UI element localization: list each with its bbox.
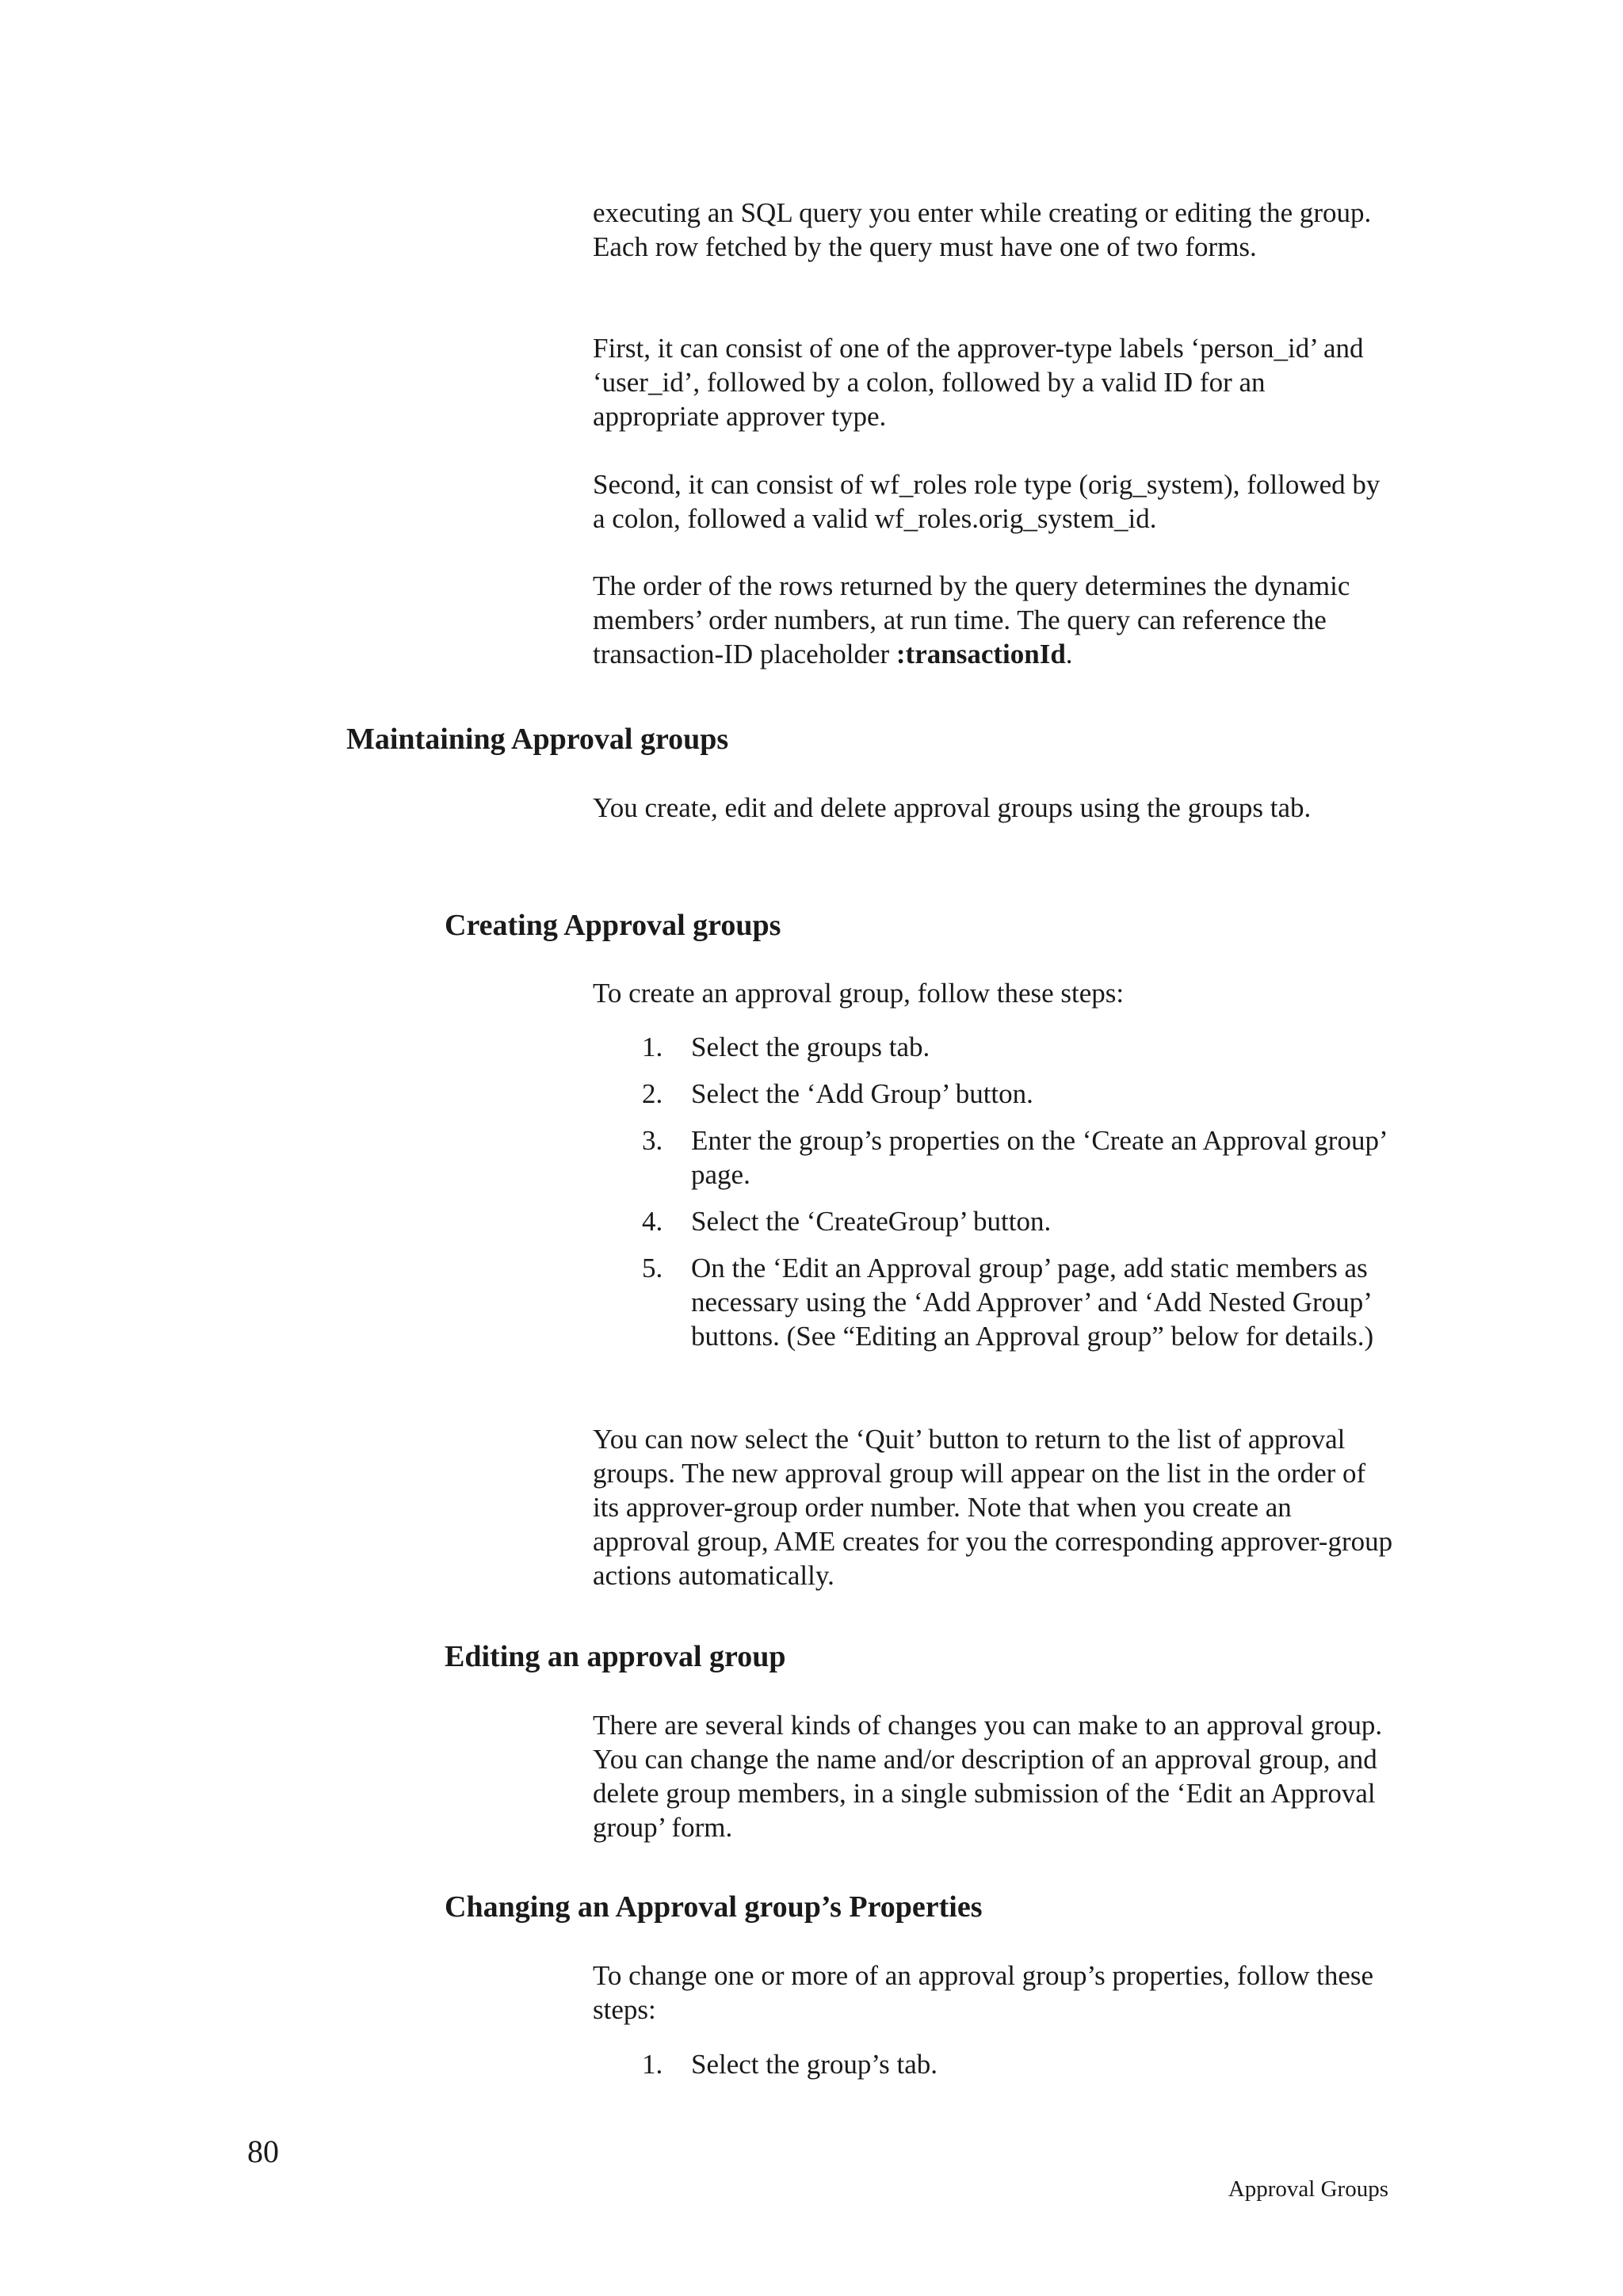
- paragraph-create-intro: To create an approval group, follow these steps:: [593, 978, 1125, 1009]
- heading-editing-approval-group: Editing an approval group: [445, 1640, 786, 1673]
- list-item: [593, 1204, 1393, 1238]
- list-item: [593, 2047, 1393, 2081]
- step-text: Select the ‘CreateGroup’ button.: [691, 1206, 1052, 1237]
- step-number: 3.: [642, 1125, 663, 1156]
- list-item: [593, 1123, 1393, 1192]
- list-item: [593, 1251, 1393, 1353]
- transaction-id-placeholder: :transactionId: [896, 639, 1066, 669]
- paragraph-quit-button: You can now select the ‘Quit’ button to return to the list of approval groups. The new approval group will appear on the list in the order of its approver-group order number. Note that when you create an approval group, AME creates for you the corresponding approver-group actions automatically.: [593, 1424, 1393, 1591]
- heading-maintaining-approval-groups: Maintaining Approval groups: [346, 723, 729, 756]
- paragraph-editing-changes: There are several kinds of changes you can make to an approval group. You can change the name and/or description of an approval group, and delete group members, in a single submission of the ‘Edit an Approval group’ form.: [593, 1710, 1383, 1843]
- create-steps-list: [593, 1030, 1393, 1366]
- step-text: On the ‘Edit an Approval group’ page, add static members as necessary using the ‘Add Approver’ and ‘Add Nested Group’ buttons. (See “Editing an Approval group” below for details.): [691, 1253, 1374, 1352]
- paragraph-row-order: [593, 569, 1393, 671]
- step-number: 5.: [642, 1253, 663, 1283]
- change-steps-list: [593, 2047, 1393, 2094]
- step-text: Select the group’s tab.: [691, 2049, 938, 2080]
- step-number: 4.: [642, 1206, 663, 1237]
- row-order-text: The order of the rows returned by the query determines the dynamic members’ order numbers, at run time. The query can reference the transaction-ID placeholder: [593, 570, 1350, 669]
- step-text: Select the ‘Add Group’ button.: [691, 1078, 1033, 1109]
- paragraph-groups-tab: You create, edit and delete approval groups using the groups tab.: [593, 792, 1312, 823]
- step-text: Select the groups tab.: [691, 1032, 930, 1062]
- page-number: 80: [247, 2134, 279, 2169]
- row-order-end: .: [1065, 639, 1073, 669]
- heading-changing-properties: Changing an Approval group’s Properties: [445, 1890, 983, 1924]
- step-text: Enter the group’s properties on the ‘Create an Approval group’ page.: [691, 1125, 1386, 1190]
- paragraph-sql-query: executing an SQL query you enter while creating or editing the group. Each row fetched by the query must have one of two forms.: [593, 197, 1372, 262]
- paragraph-second-form: Second, it can consist of wf_roles role type (orig_system), followed by a colon, followed a valid wf_roles.orig_system_id.: [593, 469, 1381, 534]
- running-footer: Approval Groups: [1228, 2176, 1388, 2202]
- step-number: 1.: [642, 2049, 663, 2080]
- paragraph-change-intro: To change one or more of an approval group’s properties, follow these steps:: [593, 1960, 1374, 2025]
- list-item: [593, 1030, 1393, 1064]
- heading-creating-approval-groups: Creating Approval groups: [445, 909, 781, 942]
- paragraph-first-form: First, it can consist of one of the approver-type labels ‘person_id’ and ‘user_id’, followed by a colon, followed by a valid ID for an appropriate approver type.: [593, 333, 1364, 432]
- step-number: 2.: [642, 1078, 663, 1109]
- list-item: [593, 1077, 1393, 1111]
- step-number: 1.: [642, 1032, 663, 1062]
